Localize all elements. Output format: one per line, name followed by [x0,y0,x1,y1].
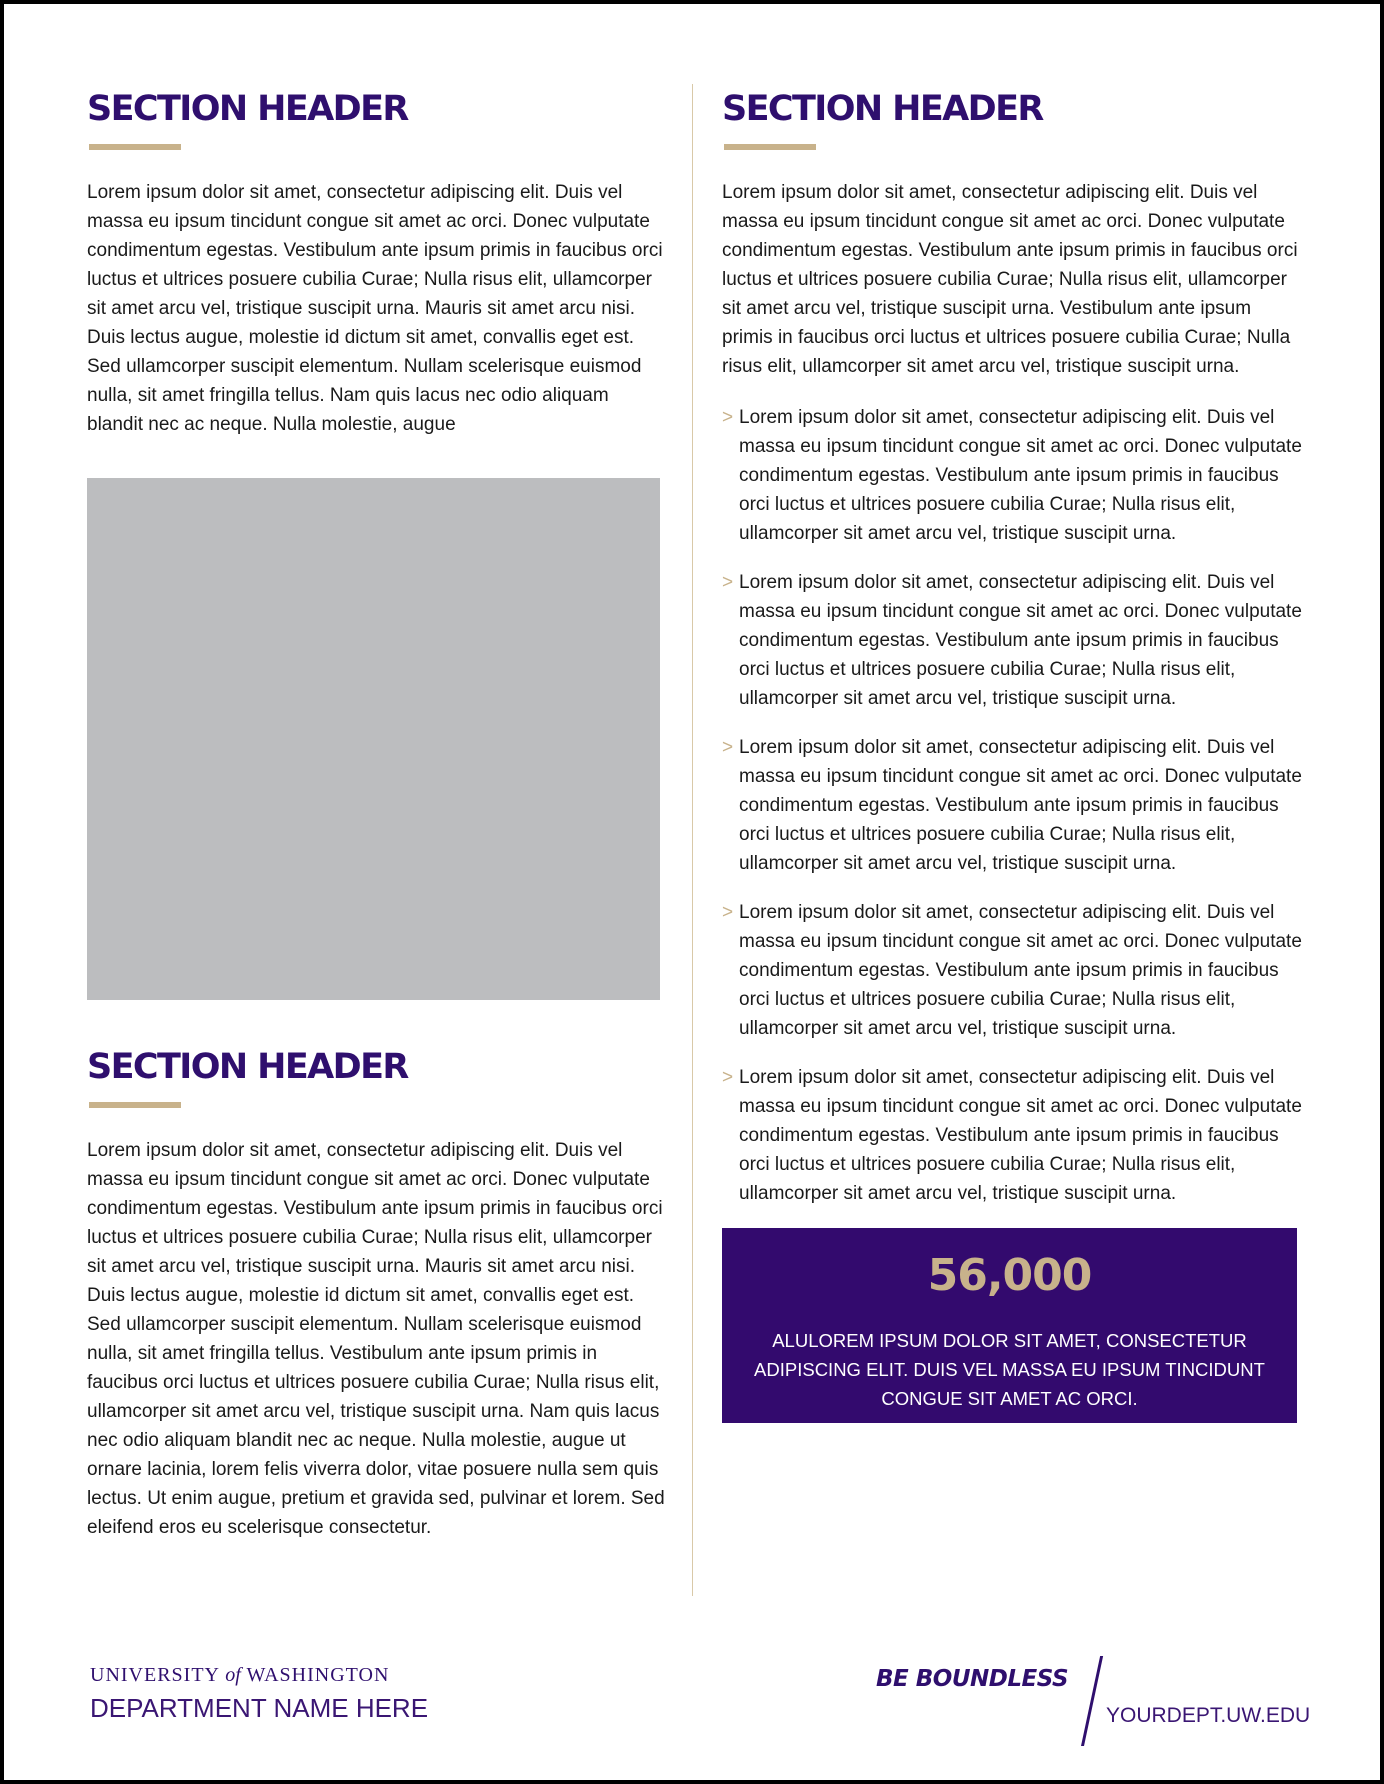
footer-left [90,1664,428,1724]
stat-description: ALULOREM IPSUM DOLOR SIT AMET, CONSECTETUR ADIPISCING ELIT. DUIS VEL MASSA EU IPSUM TINCIDUNT CONGUE SIT AMET AC ORCI. [754,1330,1265,1409]
list-item-text: Lorem ipsum dolor sit amet, consectetur adipiscing elit. Duis vel massa eu ipsum tincidunt congue sit amet ac orci. Donec vulputate condimentum egestas. Vestibulum ante ipsum primis in faucibus orci luctus et ultrices posuere cubilia Curae; Nulla risus elit, ullamcorper sit amet arcu vel, tristique suscipit urna. [739,407,1302,544]
footer-right [872,1656,1312,1748]
list-item-text: Lorem ipsum dolor sit amet, consectetur adipiscing elit. Duis vel massa eu ipsum tincidunt congue sit amet ac orci. Donec vulputate condimentum egestas. Vestibulum ante ipsum primis in faucibus orci luctus et ultrices posuere cubilia Curae; Nulla risus elit, ullamcorper sit amet arcu vel, tristique suscipit urna. [739,902,1302,1039]
stat-callout [722,1228,1297,1423]
bullet-list [722,403,1302,1208]
column-divider [692,84,693,1596]
right-column [722,89,1302,1423]
image-placeholder [87,478,660,1000]
tagline: BE BOUNDLESS [876,1666,1069,1692]
chevron-right-icon: > [722,902,734,923]
slash-divider [1081,1656,1103,1746]
section-header: SECTION HEADER [87,89,408,129]
section-2 [87,1047,667,1542]
list-item-text: Lorem ipsum dolor sit amet, consectetur adipiscing elit. Duis vel massa eu ipsum tincidunt congue sit amet ac orci. Donec vulputate condimentum egestas. Vestibulum ante ipsum primis in faucibus orci luctus et ultrices posuere cubilia Curae; Nulla risus elit, ullamcorper sit amet arcu vel, tristique suscipit urna. [739,737,1302,874]
list-item-text: Lorem ipsum dolor sit amet, consectetur adipiscing elit. Duis vel massa eu ipsum tincidunt congue sit amet ac orci. Donec vulputate condimentum egestas. Vestibulum ante ipsum primis in faucibus orci luctus et ultrices posuere cubilia Curae; Nulla risus elit, ullamcorper sit amet arcu vel, tristique suscipit urna. [739,572,1302,709]
section-1 [87,89,667,439]
chevron-right-icon: > [722,1067,734,1088]
section-body: Lorem ipsum dolor sit amet, consectetur adipiscing elit. Duis vel massa eu ipsum tincidunt congue sit amet ac orci. Donec vulputate condimentum egestas. Vestibulum ante ipsum primis in faucibus orci luctus et ultrices posuere cubilia Curae; Nulla risus elit, ullamcorper sit amet arcu vel, tristique suscipit urna. Mauris sit amet arcu nisi. Duis lectus augue, molestie id dictum sit amet, convallis eget est. Sed ullamcorper suscipit elementum. Nullam scelerisque euismod nulla, sit amet fringilla tellus. Vestibulum ante ipsum primis in faucibus orci luctus et ultrices posuere cubilia Curae; Nulla risus elit, ullamcorper sit amet arcu vel, tristique suscipit urna. Nam quis lacus nec odio aliquam blandit nec ac neque. Nulla molestie, augue ut ornare lacinia, lorem felis viverra dolor, vitae posuere nulla sem quis lectus. Ut enim augue, pretium et gravida sed, pulvinar et lorem. Sed eleifend eros eu scelerisque consectetur. [87,1140,665,1538]
department-name: DEPARTMENT NAME HERE [90,1693,429,1723]
list-item [722,1063,1302,1208]
left-column [87,89,667,1542]
website-url: YOURDEPT.UW.EDU [1106,1704,1311,1727]
header-rule [89,144,181,150]
university-wordmark [90,1664,428,1687]
header-rule [724,144,816,150]
section-header: SECTION HEADER [87,1047,408,1087]
stat-number: 56,000 [927,1250,1092,1301]
list-item [722,733,1302,878]
list-item [722,898,1302,1043]
chevron-right-icon: > [722,737,734,758]
section-3 [722,89,1302,381]
section-header: SECTION HEADER [722,89,1043,129]
section-body: Lorem ipsum dolor sit amet, consectetur adipiscing elit. Duis vel massa eu ipsum tincidunt congue sit amet ac orci. Donec vulputate condimentum egestas. Vestibulum ante ipsum primis in faucibus orci luctus et ultrices posuere cubilia Curae; Nulla risus elit, ullamcorper sit amet arcu vel, tristique suscipit urna. Vestibulum ante ipsum primis in faucibus orci luctus et ultrices posuere cubilia Curae; Nulla risus elit, ullamcorper sit amet arcu vel, tristique suscipit urna. [722,182,1298,377]
chevron-right-icon: > [722,407,734,428]
header-rule [89,1102,181,1108]
list-item-text: Lorem ipsum dolor sit amet, consectetur adipiscing elit. Duis vel massa eu ipsum tincidunt congue sit amet ac orci. Donec vulputate condimentum egestas. Vestibulum ante ipsum primis in faucibus orci luctus et ultrices posuere cubilia Curae; Nulla risus elit, ullamcorper sit amet arcu vel, tristique suscipit urna. [739,1067,1302,1204]
list-item [722,403,1302,548]
chevron-right-icon: > [722,572,734,593]
wordmark-washington: WASHINGTON [246,1664,390,1686]
section-body: Lorem ipsum dolor sit amet, consectetur adipiscing elit. Duis vel massa eu ipsum tincidunt congue sit amet ac orci. Donec vulputate condimentum egestas. Vestibulum ante ipsum primis in faucibus orci luctus et ultrices posuere cubilia Curae; Nulla risus elit, ullamcorper sit amet arcu vel, tristique suscipit urna. Mauris sit amet arcu nisi. Duis lectus augue, molestie id dictum sit amet, convallis eget est. Sed ullamcorper suscipit elementum. Nullam scelerisque euismod nulla, sit amet fringilla tellus. Nam quis lacus nec odio aliquam blandit nec ac neque. Nulla molestie, augue [87,182,663,435]
list-item [722,568,1302,713]
page [4,4,1380,1780]
wordmark-of: of [225,1664,241,1686]
wordmark-university: UNIVERSITY [90,1664,220,1686]
